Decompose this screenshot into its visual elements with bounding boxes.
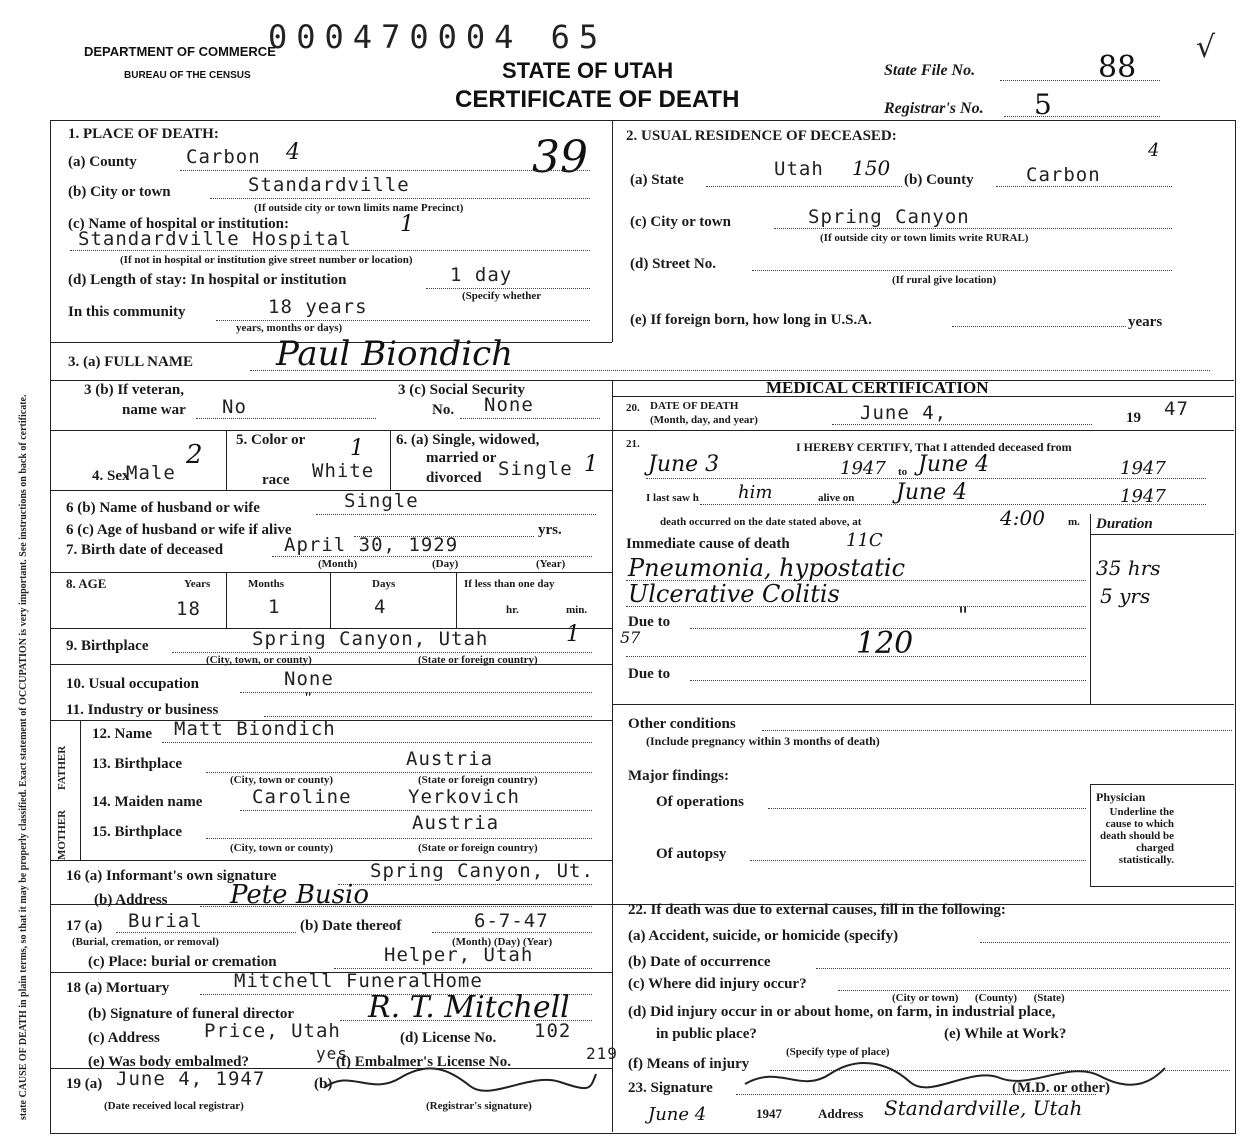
community-value: 18 years: [268, 296, 368, 318]
spouse-age-label: 6 (c) Age of husband or wife if alive: [66, 522, 292, 538]
embalmer-license-value: 219: [586, 1044, 618, 1063]
informant-addr-value: Pete Busio: [230, 880, 369, 910]
informant-sig-value: Spring Canyon, Ut.: [370, 860, 594, 882]
hospital-note: (If not in hospital or institution give street number or location): [120, 254, 413, 266]
license-value: 102: [534, 1020, 572, 1042]
alive-on-value: June 4: [896, 480, 968, 505]
physician-signature-scrawl: [740, 1054, 1170, 1098]
burial-date-label: (b) Date thereof: [300, 918, 402, 934]
father-note-2: (State or foreign country): [418, 774, 538, 786]
mortuary-value: Mitchell FuneralHome: [234, 970, 483, 992]
signature-23-date: June 4: [648, 1104, 707, 1125]
residence-state-label: (a) State: [630, 172, 684, 188]
age-years-label: Years: [184, 578, 211, 590]
mother-side-label: MOTHER: [56, 809, 68, 860]
embalmed-value: yes: [316, 1044, 348, 1063]
death-date-year: 47: [1164, 398, 1189, 420]
father-name-label: 12. Name: [92, 726, 152, 742]
other-conditions-label: Other conditions: [628, 716, 736, 732]
attend-from-year: 1947: [840, 458, 886, 479]
death-city-note: (If outside city or town limits name Precinct): [254, 202, 464, 214]
cert-text: I HEREBY CERTIFY, That I attended deceased from: [796, 440, 1072, 454]
immediate-cause-code: 11C: [846, 530, 883, 551]
immediate-cause-label: Immediate cause of death: [626, 536, 790, 552]
registrar-signature-scrawl: [320, 1062, 600, 1100]
state-file-label: State File No.: [884, 62, 976, 79]
mother-maiden-first: Caroline: [252, 786, 352, 808]
last-saw-label: I last saw h: [646, 492, 699, 504]
external-d-note: (Specify type of place): [786, 1046, 890, 1058]
death-date-value: June 4,: [860, 402, 948, 424]
due-to-code: 120: [856, 626, 914, 661]
veteran-war-label: name war: [122, 402, 186, 418]
birth-date-label: 7. Birth date of deceased: [66, 542, 224, 558]
residence-state-code: 150: [852, 156, 891, 180]
marital-divorced-label: divorced: [426, 470, 482, 486]
death-county-label: (a) County: [68, 154, 137, 170]
hospital-code: 1: [400, 212, 414, 237]
spouse-name-value: Single: [344, 490, 419, 512]
other-conditions-note: (Include pregnancy within 3 months of death): [646, 734, 880, 748]
due-to-2-label: Due to: [628, 666, 671, 682]
physician-box-title: Physician: [1096, 790, 1146, 804]
burial-place-label: (c) Place: burial or cremation: [88, 954, 277, 970]
marital-label: 6. (a) Single, widowed,: [396, 432, 540, 448]
external-d-label-2: in public place?: [656, 1026, 757, 1042]
birth-date-value: April 30, 1929: [284, 534, 459, 556]
due-to-label: Due to: [628, 614, 671, 630]
veteran-value: No: [222, 396, 247, 418]
registrar-date-note: (Date received local registrar): [104, 1100, 244, 1112]
age-label: 8. AGE: [66, 576, 107, 591]
mortuary-address-label: (c) Address: [88, 1030, 160, 1046]
signature-23-label: 23. Signature: [628, 1080, 713, 1096]
specify-note: (Specify whether: [462, 290, 542, 302]
father-birthplace-label: 13. Birthplace: [92, 756, 182, 772]
cause-1-duration: 35 hrs: [1096, 556, 1161, 580]
burial-value: Burial: [128, 910, 203, 932]
registrar-number-value: 5: [1034, 88, 1052, 121]
marital-value: Single: [498, 458, 573, 480]
external-d-label: (d) Did injury occur in or about home, on farm, in industrial place,: [628, 1004, 1056, 1020]
registrar-date-value: June 4, 1947: [116, 1068, 266, 1090]
physician-box-text: Underline the cause to which death should be charged statistically.: [1100, 806, 1174, 866]
residence-city-note: (If outside city or town limits write RURAL): [820, 232, 1029, 244]
registrar-signature-note: (Registrar's signature): [426, 1100, 532, 1112]
hospital-value: Standardville Hospital: [78, 228, 352, 250]
death-county-code: 4: [286, 140, 300, 165]
place-of-death-heading: 1. PLACE OF DEATH:: [68, 126, 219, 142]
residence-state-value: Utah: [774, 158, 824, 180]
registrar-19-label: 19 (a): [66, 1076, 103, 1092]
birthplace-value: Spring Canyon, Utah: [252, 628, 489, 650]
color-label: 5. Color or: [236, 432, 306, 448]
attend-to-value: June 4: [918, 452, 990, 477]
bureau-label: BUREAU OF THE CENSUS: [124, 70, 251, 81]
embalmed-label: (e) Was body embalmed?: [88, 1054, 249, 1070]
age-years-value: 18: [176, 598, 201, 620]
birthplace-label: 9. Birthplace: [66, 638, 149, 654]
residence-city-value: Spring Canyon: [808, 206, 970, 228]
residence-heading: 2. USUAL RESIDENCE OF DECEASED:: [626, 128, 897, 144]
residence-street-label: (d) Street No.: [630, 256, 716, 272]
external-a-label: (a) Accident, suicide, or homicide (specify): [628, 928, 899, 944]
mother-note-2: (State or foreign country): [418, 842, 538, 854]
mother-maiden-last: Yerkovich: [408, 786, 520, 808]
external-c-note: (City or town) (County) (State): [892, 992, 1065, 1004]
color-value: White: [312, 460, 375, 482]
burial-label: 17 (a): [66, 918, 103, 934]
occurred-label: death occurred on the date stated above, at: [660, 516, 862, 528]
death-time-suffix: m.: [1068, 516, 1080, 528]
external-heading: 22. If death was due to external causes, fill in the following:: [628, 902, 1006, 918]
external-e-label: (e) While at Work?: [944, 1026, 1067, 1042]
attend-to-label: to: [898, 466, 908, 478]
margin-instructions: state CAUSE OF DEATH in plain terms, so that it may be properly classified. Exact statement of OCCUPATION is very important. See instructions on back of certificate.: [18, 394, 29, 1120]
mother-maiden-label: 14. Maiden name: [92, 794, 203, 810]
attend-from-value: June 3: [648, 452, 720, 477]
birthplace-code: 1: [566, 622, 580, 647]
funeral-director-signature: R. T. Mitchell: [368, 990, 570, 1025]
birth-year-note: (Year): [536, 558, 566, 570]
death-time-value: 4:00: [1000, 506, 1045, 530]
embalmer-license-label: (f) Embalmer's License No.: [336, 1054, 511, 1070]
age-days-label: Days: [372, 578, 396, 590]
residence-county-label: (b) County: [904, 172, 974, 188]
spouse-age-suffix: yrs.: [538, 522, 562, 538]
birthplace-note-1: (City, town, or county): [206, 654, 312, 666]
cause-2-duration: 5 yrs: [1100, 584, 1151, 608]
major-findings-label: Major findings:: [628, 768, 729, 784]
due-to-margin-code: 57: [620, 628, 641, 647]
place-code-mark: 39: [532, 132, 588, 183]
father-note-1: (City, town or county): [230, 774, 334, 786]
occupation-label: 10. Usual occupation: [66, 676, 199, 692]
color-race-label: race: [262, 472, 290, 488]
marital-code: 1: [584, 452, 598, 477]
last-saw-him: him: [738, 482, 773, 503]
mother-birthplace-value: Austria: [412, 812, 500, 834]
residence-street-note: (If rural give location): [892, 274, 997, 286]
department-label: DEPARTMENT OF COMMERCE: [84, 44, 276, 59]
foreign-born-label: (e) If foreign born, how long in U.S.A.: [630, 312, 872, 328]
father-birthplace-value: Austria: [406, 748, 494, 770]
cause-1-value: Pneumonia, hypostatic: [628, 554, 906, 582]
sex-code: 2: [186, 440, 203, 470]
external-c-label: (c) Where did injury occur?: [628, 976, 807, 992]
external-f-label: (f) Means of injury: [628, 1056, 750, 1072]
birthplace-note-2: (State or foreign country): [418, 654, 538, 666]
burial-place-value: Helper, Utah: [384, 944, 534, 966]
age-months-label: Months: [248, 578, 285, 590]
stay-label: (d) Length of stay: In hospital or institution: [68, 272, 347, 288]
spouse-name-label: 6 (b) Name of husband or wife: [66, 500, 260, 516]
due-to-mark: ": [958, 604, 969, 629]
mortuary-label: 18 (a) Mortuary: [66, 980, 170, 996]
burial-note: (Burial, cremation, or removal): [72, 936, 219, 948]
burial-date-note: (Month) (Day) (Year): [452, 936, 553, 948]
community-label: In this community: [68, 304, 186, 320]
marital-married-label: married or: [426, 450, 497, 466]
death-county-value: Carbon: [186, 146, 261, 168]
death-date-year-prefix: 19: [1126, 410, 1141, 426]
license-label: (d) License No.: [400, 1030, 497, 1046]
autopsy-label: Of autopsy: [656, 846, 727, 862]
alive-on-label: alive on: [818, 492, 855, 504]
serial-number: 000470004 65: [268, 18, 608, 56]
death-date-note: (Month, day, and year): [650, 414, 758, 426]
age-hr-label: hr.: [506, 604, 519, 616]
signature-23-address-label: Address: [818, 1106, 864, 1121]
external-b-label: (b) Date of occurrence: [628, 954, 771, 970]
funeral-director-label: (b) Signature of funeral director: [88, 1006, 295, 1022]
residence-county-value: Carbon: [1026, 164, 1101, 186]
ssn-no-label: No.: [432, 402, 455, 418]
mother-note-1: (City, town or county): [230, 842, 334, 854]
mother-birthplace-label: 15. Birthplace: [92, 824, 182, 840]
age-min-label: min.: [566, 604, 588, 616]
color-code: 1: [350, 436, 364, 461]
father-name-value: Matt Biondich: [174, 718, 336, 740]
attend-to-year: 1947: [1120, 458, 1166, 479]
certificate-title: CERTIFICATE OF DEATH: [455, 86, 740, 113]
death-city-value: Standardville: [248, 174, 410, 196]
signature-23-address-value: Standardville, Utah: [884, 1096, 1083, 1120]
father-side-label: FATHER: [56, 745, 68, 790]
stay-value: 1 day: [450, 264, 513, 286]
age-days-value: 4: [374, 596, 387, 618]
operations-label: Of operations: [656, 794, 744, 810]
sex-label: 4. Sex: [92, 468, 130, 484]
occupation-value: None: [284, 668, 334, 690]
informant-addr-label: (b) Address: [94, 892, 168, 908]
state-file-value: 88: [1098, 50, 1137, 85]
industry-value: ": [304, 690, 313, 706]
mortuary-address-value: Price, Utah: [204, 1020, 341, 1042]
burial-date-value: 6-7-47: [474, 910, 549, 932]
community-note: years, months or days): [236, 322, 343, 334]
state-title: STATE OF UTAH: [502, 58, 674, 83]
birth-month-note: (Month): [318, 558, 358, 570]
foreign-born-suffix: years: [1128, 314, 1163, 330]
signature-23-suffix: (M.D. or other): [1012, 1080, 1111, 1096]
birth-day-note: (Day): [432, 558, 459, 570]
full-name-label: 3. (a) FULL NAME: [68, 354, 193, 370]
cert-num: 21.: [626, 438, 640, 450]
death-city-label: (b) City or town: [68, 184, 171, 200]
ssn-label: 3 (c) Social Security: [398, 382, 526, 398]
registrar-b-label: (b): [314, 1076, 333, 1092]
age-less-label: If less than one day: [464, 578, 555, 590]
age-months-value: 1: [268, 596, 281, 618]
duration-label: Duration: [1096, 516, 1153, 532]
registrar-number-label: Registrar's No.: [884, 100, 984, 117]
alive-on-year: 1947: [1120, 486, 1166, 507]
residence-city-label: (c) City or town: [630, 214, 731, 230]
cause-2-value: Ulcerative Colitis: [628, 580, 840, 608]
medical-heading: MEDICAL CERTIFICATION: [766, 378, 989, 397]
informant-sig-label: 16 (a) Informant's own signature: [66, 868, 277, 884]
veteran-label: 3 (b) If veteran,: [84, 382, 184, 398]
hospital-label: (c) Name of hospital or institution:: [68, 216, 289, 232]
check-mark-icon: √: [1196, 30, 1216, 65]
ssn-value: None: [484, 394, 534, 416]
death-date-label: DATE OF DEATH: [650, 400, 739, 412]
death-date-num: 20.: [626, 402, 640, 414]
signature-23-year: 1947: [756, 1106, 782, 1121]
full-name-value: Paul Biondich: [276, 334, 514, 374]
sex-value: Male: [126, 462, 176, 484]
residence-county-code: 4: [1148, 140, 1160, 161]
industry-label: 11. Industry or business: [66, 702, 219, 718]
